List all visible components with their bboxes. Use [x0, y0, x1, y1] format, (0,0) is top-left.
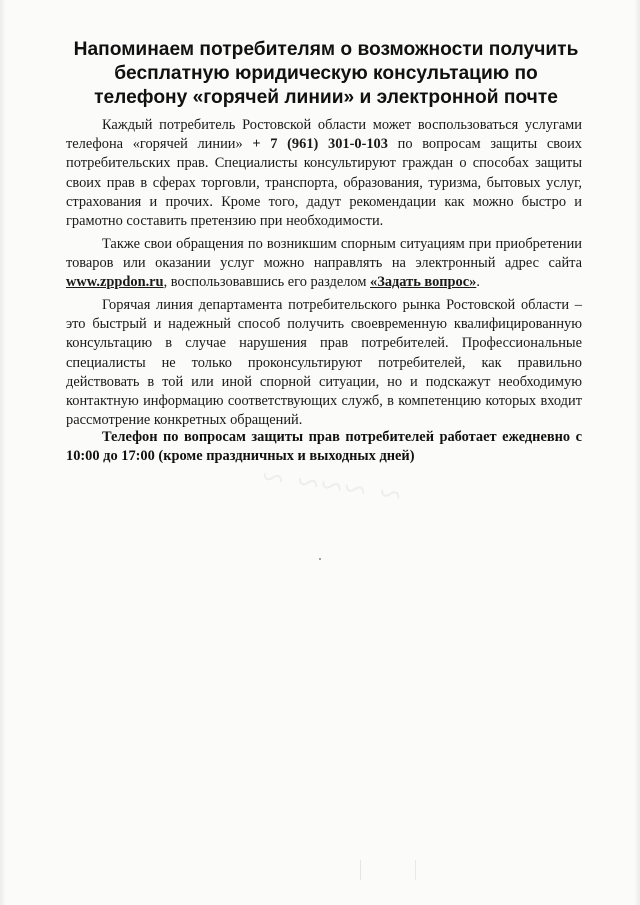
- show-through-mark: [360, 860, 416, 880]
- paragraph-email-text-1: Также свои обращения по возникшим спорным ситуациям при приобретении товаров или оказании услуг можно направлять на электронный адрес сайта: [66, 236, 582, 272]
- paragraph-department: Горячая линия департамента потребительского рынка Ростовской области – это быстрый и надежный способ получить своевременную квалифицированную консультацию в случае нарушения прав потребителей. Профессиональные специалисты не только проконсультируют потребителей, как правильно действовать в той или иной спорной ситуации, но и подскажут необходимую контактную информацию соответствующих служб, в компетенцию которых входит рассмотрение конкретных обращений.: [66, 297, 582, 429]
- show-through-handwriting: ~ ~~~ ~: [257, 453, 405, 518]
- paragraph-hotline-text-1: Каждый потребитель Ростовской области может воспользоваться услугами телефона «горячей линии»: [66, 117, 582, 153]
- paragraph-email: [66, 235, 582, 293]
- paragraph-hotline: [66, 116, 582, 231]
- paragraph-email-text-3: .: [476, 274, 480, 291]
- site-link[interactable]: www.zppdon.ru: [66, 274, 164, 291]
- paragraph-schedule: Телефон по вопросам защиты прав потребителей работает ежедневно с 10:00 до 17:00 (кроме праздничных и выходных дней): [66, 429, 582, 465]
- paragraph-email-text-2: , воспользовавшись его разделом: [163, 274, 371, 291]
- document-title: Напоминаем потребителям о возможности получить бесплатную юридическую консультацию по телефону «горячей линии» и электронной почте: [73, 39, 579, 108]
- hotline-phone-number: + 7 (961) 301-0-103: [252, 136, 388, 153]
- speck: [319, 558, 321, 560]
- paragraph-hotline-text-2: по вопросам защиты своих потребительских прав. Специалисты консультируют граждан о способах защиты своих прав в сферах торговли, транспорта, образования, туризма, бытовых услуг, страхования и прочих. Кроме того, дадут рекомендации как можно быстро и грамотно составить претензию при необходимости.: [66, 136, 582, 230]
- page-edge-left: [0, 0, 6, 905]
- ask-question-link[interactable]: «Задать вопрос»: [370, 274, 477, 291]
- page-edge-right: [634, 0, 640, 905]
